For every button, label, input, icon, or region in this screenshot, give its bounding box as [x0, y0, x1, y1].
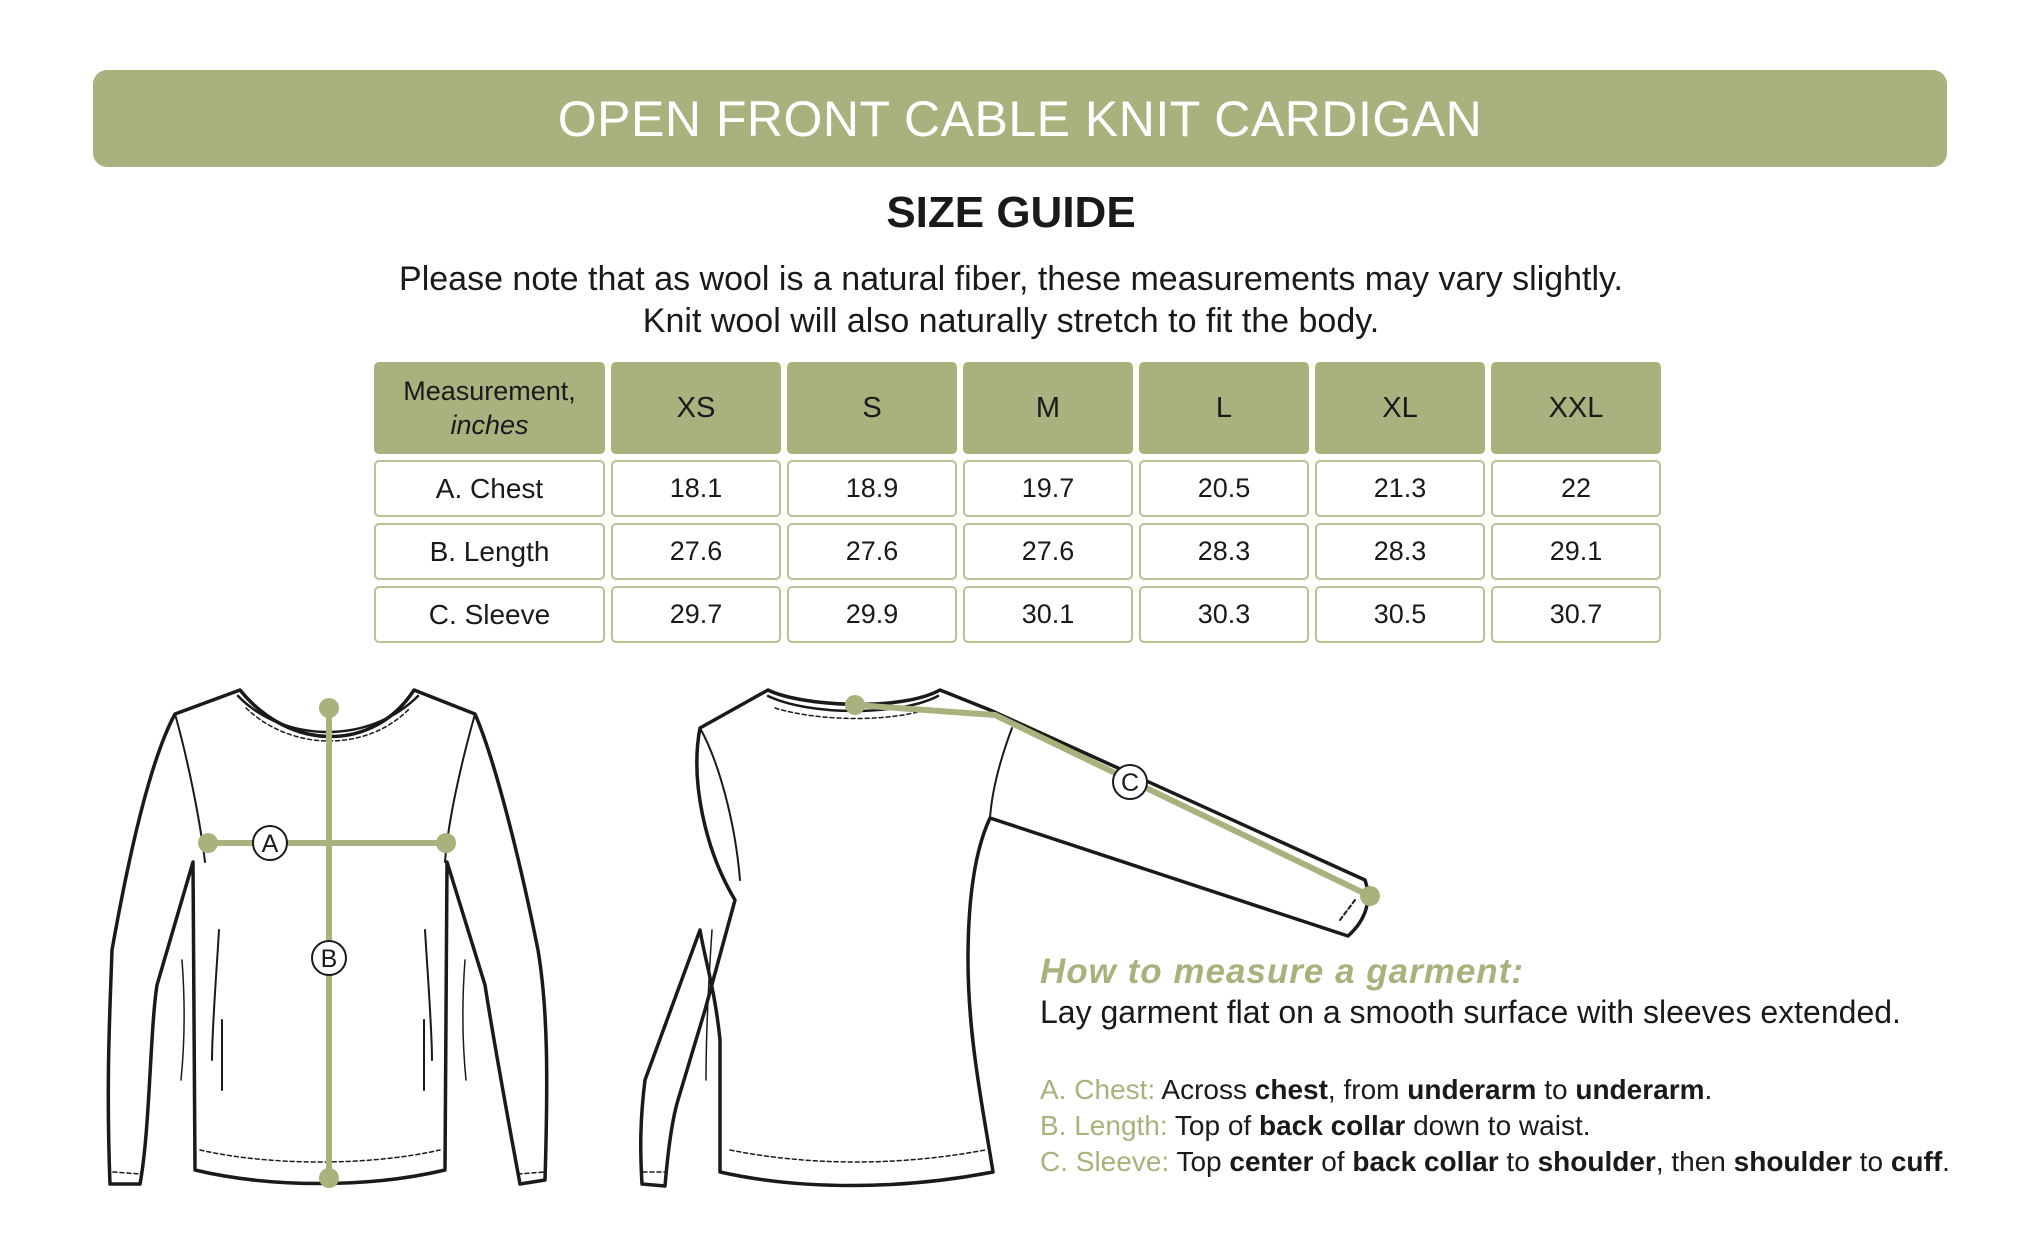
step-text: to — [1851, 1146, 1891, 1177]
marker-a: A — [261, 830, 279, 858]
size-header: XXL — [1491, 362, 1661, 454]
step-emphasis: shoulder — [1537, 1146, 1656, 1177]
step-label: C. Sleeve: — [1040, 1146, 1170, 1177]
front-measure-lines — [198, 698, 456, 1188]
how-to-measure-text: Lay garment flat on a smooth surface with sleeves extended. — [1040, 994, 1901, 1030]
length-end-dot — [319, 1168, 339, 1188]
step-length — [1040, 1108, 1950, 1144]
step-text: of — [1313, 1146, 1353, 1177]
step-text: . — [1704, 1074, 1713, 1105]
step-emphasis: shoulder — [1733, 1146, 1852, 1177]
row-label: B. Length — [374, 523, 605, 580]
table-cell: 27.6 — [787, 523, 957, 580]
table-cell: 30.7 — [1491, 586, 1661, 643]
table-cell: 19.7 — [963, 460, 1133, 517]
step-emphasis: chest — [1254, 1074, 1328, 1105]
step-text: Top — [1169, 1146, 1230, 1177]
step-text: down to waist. — [1405, 1110, 1591, 1141]
table-cell: 18.9 — [787, 460, 957, 517]
step-text: Top of — [1167, 1110, 1259, 1141]
step-text: to — [1536, 1074, 1576, 1105]
step-text: Across — [1155, 1074, 1255, 1105]
step-chest — [1040, 1072, 1950, 1108]
chest-end-dot — [436, 833, 456, 853]
measure-steps — [1040, 1072, 1950, 1180]
table-cell: 29.7 — [611, 586, 781, 643]
table-cell: 18.1 — [611, 460, 781, 517]
step-emphasis: center — [1229, 1146, 1314, 1177]
length-start-dot — [319, 698, 339, 718]
size-guide-heading: SIZE GUIDE — [886, 188, 1136, 237]
step-emphasis: back collar — [1258, 1110, 1406, 1141]
step-emphasis: cuff — [1890, 1146, 1943, 1177]
size-header: L — [1139, 362, 1309, 454]
marker-c: C — [1120, 769, 1140, 797]
table-cell: 30.5 — [1315, 586, 1485, 643]
table-cell: 21.3 — [1315, 460, 1485, 517]
step-label: A. Chest: — [1040, 1074, 1156, 1105]
table-cell: 29.1 — [1491, 523, 1661, 580]
table-cell: 29.9 — [787, 586, 957, 643]
table-cell: 30.1 — [963, 586, 1133, 643]
table-cell: 28.3 — [1315, 523, 1485, 580]
how-to-measure-title: How to measure a garment: — [1040, 952, 1524, 991]
sleeve-measure-line — [845, 695, 1380, 906]
chest-start-dot — [198, 833, 218, 853]
table-cell: 30.3 — [1139, 586, 1309, 643]
step-text: , from — [1327, 1074, 1408, 1105]
step-sleeve — [1040, 1144, 1950, 1180]
sleeve-measure-path — [855, 705, 1370, 896]
corner-label: Measurement, — [403, 376, 576, 406]
row-label: A. Chest — [374, 460, 605, 517]
size-header: S — [787, 362, 957, 454]
step-emphasis: underarm — [1575, 1074, 1705, 1105]
step-label: B. Length: — [1040, 1110, 1168, 1141]
step-emphasis: underarm — [1407, 1074, 1537, 1105]
step-text: to — [1498, 1146, 1538, 1177]
step-emphasis: back collar — [1352, 1146, 1499, 1177]
page-title: OPEN FRONT CABLE KNIT CARDIGAN — [557, 90, 1483, 147]
table-cell: 22 — [1491, 460, 1661, 517]
wool-note-line-1: Please note that as wool is a natural fiber, these measurements may vary slightly. — [399, 260, 1623, 298]
step-text: . — [1942, 1146, 1950, 1177]
wool-note-line-2: Knit wool will also naturally stretch to fit the body. — [642, 302, 1380, 340]
corner-unit: inches — [450, 410, 529, 440]
sleeve-start-dot — [845, 695, 865, 715]
table-cell: 27.6 — [963, 523, 1133, 580]
size-header: M — [963, 362, 1133, 454]
table-cell: 27.6 — [611, 523, 781, 580]
size-header: XS — [611, 362, 781, 454]
table-cell: 20.5 — [1139, 460, 1309, 517]
marker-b: B — [320, 945, 338, 973]
step-text: , then — [1655, 1146, 1734, 1177]
table-cell: 28.3 — [1139, 523, 1309, 580]
how-to-measure — [1040, 952, 1901, 1031]
size-header: XL — [1315, 362, 1485, 454]
sleeve-end-dot — [1360, 886, 1380, 906]
row-label: C. Sleeve — [374, 586, 605, 643]
